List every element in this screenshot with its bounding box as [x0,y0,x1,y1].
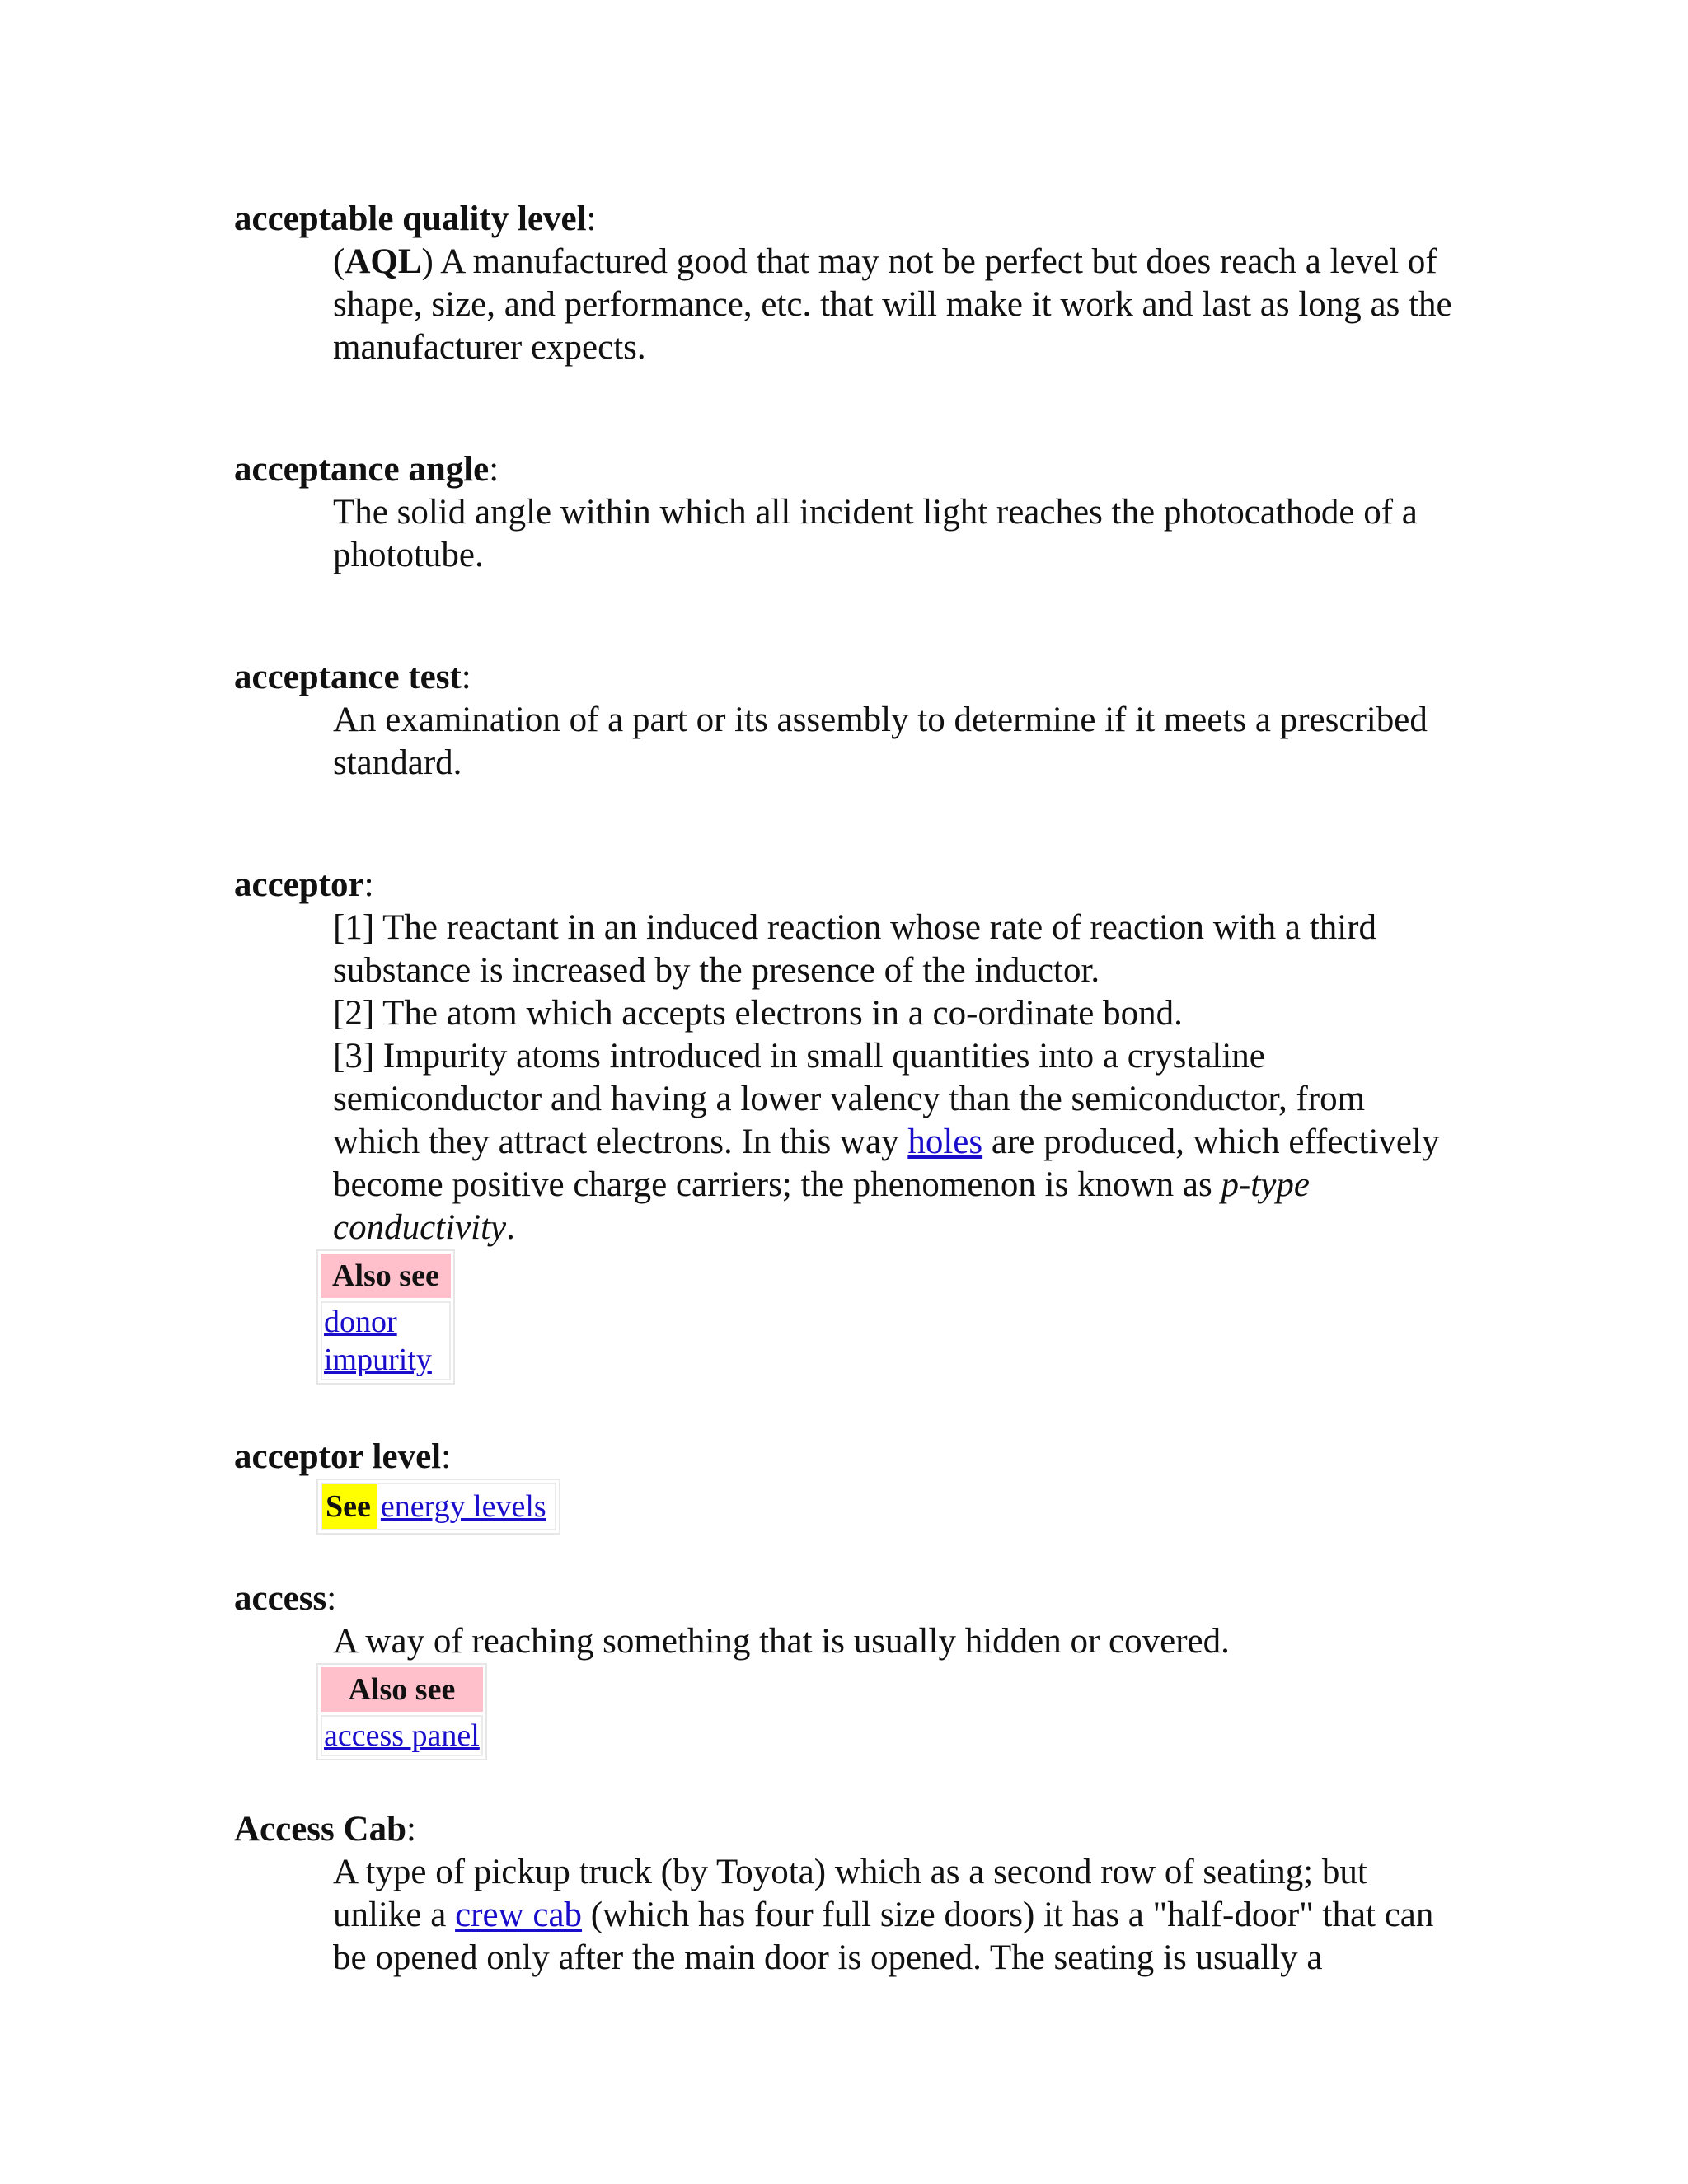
entry-definition: The solid angle within which all incident light reaches the photocathode of a phototube. [333,493,1418,574]
abbreviation: AQL [345,242,422,281]
entry-acceptance-test [234,656,1454,785]
entry-definition: A way of reaching something that is usually hidden or covered. [333,1622,1230,1661]
link-donor[interactable]: donor [324,1305,397,1339]
entry-definition: An examination of a part or its assembly to determine if it meets a prescribed standard. [333,701,1428,782]
entry-term: acceptance angle: [234,450,499,489]
entry-definition: A type of pickup truck (by Toyota) which as a second row of seating; but unlike a crew cab (which has four full size doors) it has a "half-door" that can be opened only after the main door is opened. The seating is usually a [333,1853,1434,1977]
link-energy-levels[interactable]: energy levels [380,1489,546,1524]
entry-acceptance-angle [234,448,1454,577]
also-see-header: Also see [321,1254,451,1298]
also-see-header: Also see [321,1667,483,1712]
entry-access-cab [234,1808,1454,1980]
entry-term: acceptor: [234,865,374,904]
also-see-box [316,1663,487,1760]
also-see-box [316,1249,455,1385]
entry-term: access: [234,1579,337,1618]
link-holes[interactable]: holes [907,1122,983,1161]
link-impurity[interactable]: impurity [324,1343,432,1377]
entry-acceptable-quality-level [234,198,1454,369]
also-see-list [321,1715,483,1756]
link-crew-cab[interactable]: crew cab [455,1896,583,1934]
entry-term: acceptor level: [234,1437,452,1476]
definition-1: [1] The reactant in an induced reaction whose rate of reaction with a third substance is increased by the presence of the inductor. [333,908,1376,990]
entry-term: acceptable quality level: [234,199,597,238]
entry-access [234,1577,1454,1760]
definition-3: [3] Impurity atoms introduced in small quantities into a crystaline semiconductor and having a lower valency than the semiconductor, from which they attract electrons. In this way holes are produced, which effectively become positive charge carriers; the phenomenon is known as p-type conductivity. [333,1037,1440,1247]
also-see-list [321,1301,451,1380]
entry-term: acceptance test: [234,658,471,696]
entry-definition: (AQL) A manufactured good that may not be perfect but does reach a level of shape, size, and performance, etc. that will make it work and last as long as the manufacturer expects. [333,242,1452,367]
see-box [316,1479,560,1535]
link-access-panel[interactable]: access panel [324,1718,480,1753]
see-label: See [322,1484,377,1529]
entry-term: Access Cab: [234,1810,416,1849]
entry-acceptor [234,864,1454,1385]
entry-acceptor-level [234,1436,1454,1535]
definition-2: [2] The atom which accepts electrons in a co-ordinate bond. [333,994,1183,1033]
entry-definition [333,907,1454,1249]
